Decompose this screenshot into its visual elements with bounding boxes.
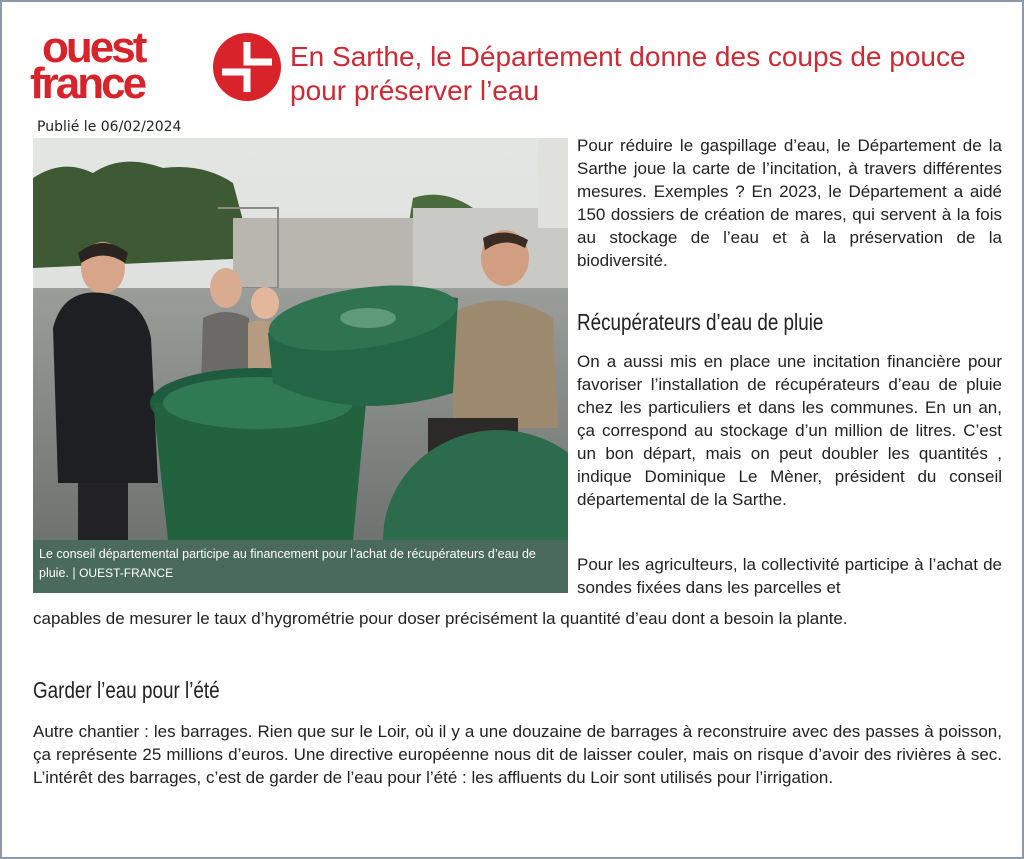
photo-credit: OUEST-FRANCE xyxy=(79,566,174,580)
photo-caption xyxy=(33,540,568,593)
caption-text: Le conseil départemental participe au financement pour l’achat de récupérateurs d’eau de pluie. | xyxy=(39,547,536,580)
article-photo xyxy=(33,138,568,593)
logo-mark-icon xyxy=(212,32,282,102)
ouest-france-logo[interactable] xyxy=(28,24,258,106)
section1-paragraph: On a aussi mis en place une incitation financière pour favoriser l’installation de récupérateurs d’eau de pluie chez les particuliers et dans les communes. En un an, ça correspond au stockage d’un million de litres. C’est un bon départ, mais on peut doubler les quantités , indique Dominique Le Mèner, président du conseil départemental de la Sarthe. xyxy=(577,352,1002,509)
agriculture-paragraph-start: Pour les agriculteurs, la collectivité participe à l’achat de sondes fixées dans les parcelles et xyxy=(577,555,1002,597)
section-heading-recuperateurs: Récupérateurs d’eau de pluie xyxy=(577,309,824,335)
photo-illustration xyxy=(33,138,568,540)
article-headline: En Sarthe, le Département donne des coups de pouce pour préserver l’eau xyxy=(290,41,966,106)
logo-word-ouest: ouest xyxy=(42,23,145,72)
intro-paragraph: Pour réduire le gaspillage d’eau, le Département de la Sarthe joue la carte de l’incitation, à travers différentes mesures. Exemples ? En 2023, le Département a aidé 150 dossiers de création de mares, qui servent à la fois au stockage de l’eau et à la préservation de la biodiversité. xyxy=(577,136,1002,270)
logo-word-france: france xyxy=(30,59,145,108)
section2-paragraph: Autre chantier : les barrages. Rien que sur le Loir, où il y a une douzaine de barrages à reconstruire avec des passes à poisson, ça représente 25 millions d’euros. Une directive européenne nous dit de laisser couler, mais on risque d’avoir des rivières à sec. L’intérêt des barrages, c’est de garder de l’eau pour l’été : les affluents du Loir sont utilisés pour l’irrigation. xyxy=(33,722,1002,787)
agriculture-paragraph-end: capables de mesurer le taux d’hygrométrie pour doser précisément la quantité d’eau dont a besoin la plante. xyxy=(33,609,848,628)
section-heading-garder-eau: Garder l’eau pour l’été xyxy=(33,677,220,703)
publication-date: Publié le 06/02/2024 xyxy=(37,119,182,135)
